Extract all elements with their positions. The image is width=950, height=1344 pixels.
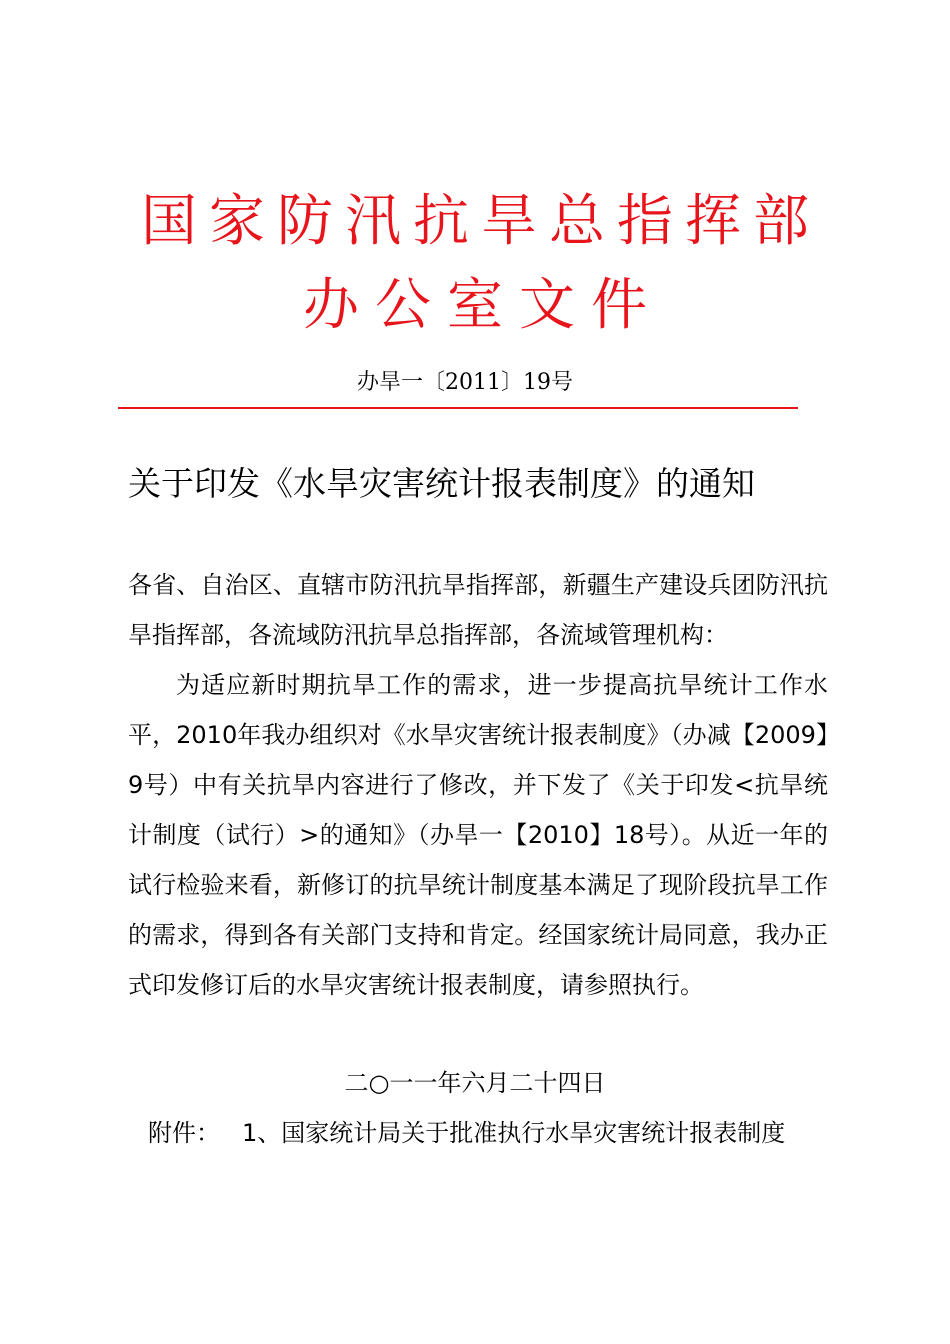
red-divider-rule bbox=[118, 407, 798, 409]
issuer-title-line1: 国家防汛抗旱总指挥部 bbox=[141, 189, 821, 254]
recipients-paragraph: 各省、自治区、直辖市防汛抗旱指挥部，新疆生产建设兵团防汛抗旱指挥部，各流域防汛抗旱总指挥部，各流域管理机构： bbox=[128, 571, 828, 649]
document-number: 办旱一〔2011〕19号 bbox=[357, 370, 573, 395]
attachment-item: 1、国家统计局关于批准执行水旱灾害统计报表制度 bbox=[242, 1119, 786, 1147]
attachment-label: 附件： bbox=[148, 1119, 220, 1147]
body-paragraph: 为适应新时期抗旱工作的需求，进一步提高抗旱统计工作水平，2010年我办组织对《水旱灾害统计报表制度》（办减【2009】9号）中有关抗旱内容进行了修改，并下发了《关于印发<抗旱统计制度（试行）>的通知》（办旱一【2010】18号）。从近一年的试行检验来看，新修订的抗旱统计制度基本满足了现阶段抗旱工作的需求，得到各有关部门支持和肯定。经国家统计局同意，我办正式印发修订后的水旱灾害统计报表制度，请参照执行。 bbox=[128, 671, 828, 999]
notice-title: 关于印发《水旱灾害统计报表制度》的通知 bbox=[128, 464, 755, 503]
issue-date: 二○一一年六月二十四日 bbox=[344, 1069, 606, 1097]
attachment-line bbox=[148, 1108, 848, 1158]
issuer-title-line2: 办公室文件 bbox=[303, 273, 663, 338]
